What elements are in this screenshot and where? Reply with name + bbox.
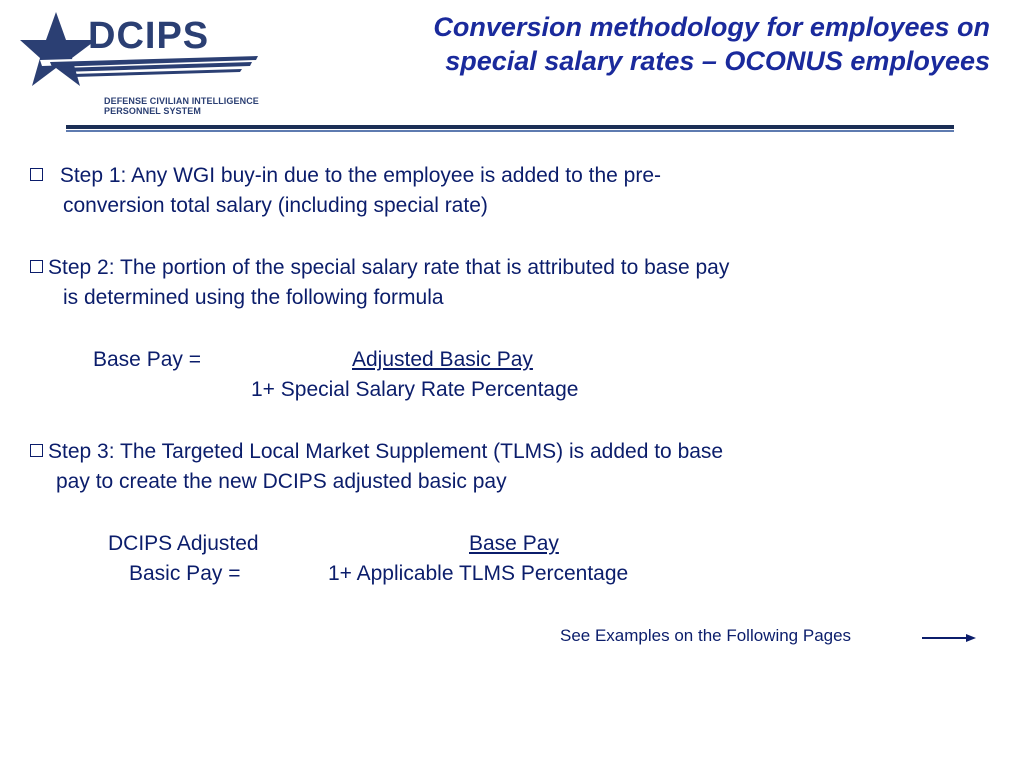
step-3-line1: Step 3: The Targeted Local Market Supplement (TLMS) is added to base (48, 440, 724, 463)
step-1 (30, 161, 661, 221)
logo-subtitle-line1: DEFENSE CIVILIAN INTELLIGENCE (104, 96, 259, 106)
formula2-lhs-line1: DCIPS Adjusted (108, 532, 259, 555)
formula1-lhs: Base Pay = (93, 348, 201, 371)
title-line1: Conversion methodology for employees on (433, 12, 990, 42)
formula2-denominator: 1+ Applicable TLMS Percentage (328, 562, 629, 585)
step-2 (30, 253, 729, 313)
checkbox-bullet-icon (30, 444, 43, 457)
formula2-lhs-line2: Basic Pay = (129, 562, 241, 585)
header-rule-dark (66, 125, 954, 129)
step-2-line2: is determined using the following formula (63, 286, 444, 309)
checkbox-bullet-icon (30, 260, 43, 273)
formula1-numerator: Adjusted Basic Pay (352, 348, 533, 371)
step-1-line2: conversion total salary (including special rate) (63, 194, 488, 217)
step-2-line1: Step 2: The portion of the special salary rate that is attributed to base pay (48, 256, 730, 279)
dcips-logo (20, 10, 270, 120)
header-rule-light (66, 130, 954, 132)
logo-subtitle (104, 96, 259, 116)
checkbox-bullet-icon (30, 168, 43, 181)
dcips-star-logo-icon (20, 10, 270, 90)
step-3 (30, 437, 723, 497)
title-line2: special salary rates – OCONUS employees (445, 46, 990, 76)
logo-subtitle-line2: PERSONNEL SYSTEM (104, 106, 201, 116)
logo-wordmark: DCIPS (88, 15, 210, 57)
step-3-line2: pay to create the new DCIPS adjusted basic pay (56, 470, 507, 493)
step-1-line1: Step 1: Any WGI buy-in due to the employee is added to the pre- (59, 164, 662, 187)
right-arrow-icon (922, 631, 978, 645)
formula2-numerator: Base Pay (469, 532, 559, 555)
see-examples-note: See Examples on the Following Pages (560, 626, 852, 645)
slide-title (270, 10, 990, 78)
formula1-denominator: 1+ Special Salary Rate Percentage (251, 378, 579, 401)
